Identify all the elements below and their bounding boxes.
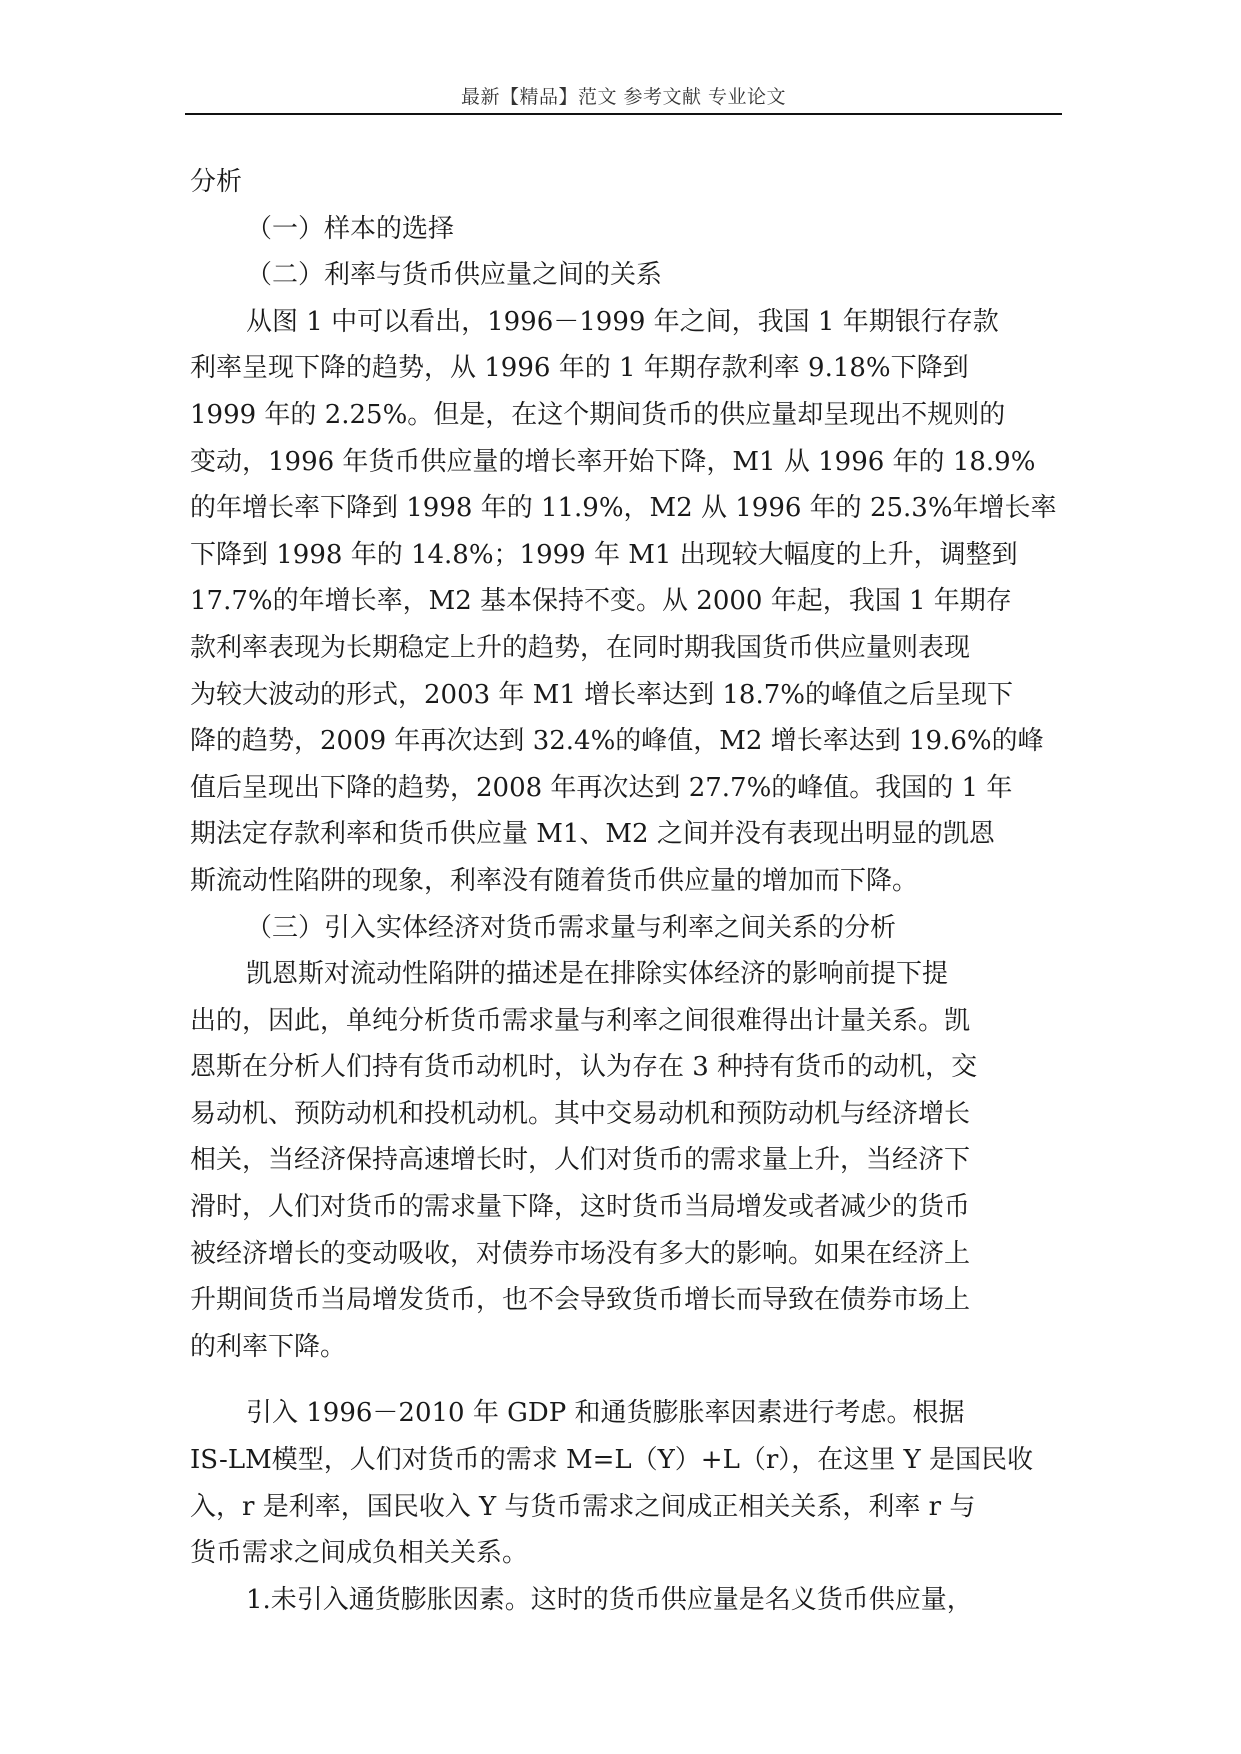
text-line: 为较大波动的形式，2003 年 M1 增长率达到 18.7%的峰值之后呈现下 xyxy=(190,679,1013,710)
document-body xyxy=(190,159,1058,1623)
page-header: 最新【精品】范文 参考文献 专业论文 xyxy=(460,86,787,108)
header-divider xyxy=(185,113,1062,115)
text-line: 升期间货币当局增发货币，也不会导致货币增长而导致在债券市场上 xyxy=(190,1285,971,1316)
text-line: 的年增长率下降到 1998 年的 11.9%，M2 从 1996 年的 25.3%年增长率 xyxy=(190,493,1057,524)
text-line: 入，r 是利率，国民收入 Y 与货币需求之间成正相关关系，利率 r 与 xyxy=(190,1491,976,1522)
text-line: （二）利率与货币供应量之间的关系 xyxy=(246,260,663,291)
text-line: 分析 xyxy=(190,167,243,197)
text-line: 17.7%的年增长率，M2 基本保持不变。从 2000 年起，我国 1 年期存 xyxy=(190,586,1012,617)
text-line: 凯恩斯对流动性陷阱的描述是在排除实体经济的影响前提下提 xyxy=(246,959,949,990)
text-line: 降的趋势，2009 年再次达到 32.4%的峰值，M2 增长率达到 19.6%的峰 xyxy=(190,726,1044,757)
paragraph-gap xyxy=(190,1370,1058,1390)
text-line: IS-LM模型，人们对货币的需求 M=L（Y）+L（r），在这里 Y 是国民收 xyxy=(190,1445,1033,1476)
text-line: 滑时，人们对货币的需求量下降，这时货币当局增发或者减少的货币 xyxy=(190,1192,971,1223)
text-line: 斯流动性陷阱的现象，利率没有随着货币供应量的增加而下降。 xyxy=(190,865,919,896)
text-line: 1.未引入通货膨胀因素。这时的货币供应量是名义货币供应量， xyxy=(246,1584,973,1615)
text-line: 期法定存款利率和货币供应量 M1、M2 之间并没有表现出明显的凯恩 xyxy=(190,819,995,850)
text-line: 值后呈现出下降的趋势，2008 年再次达到 27.7%的峰值。我国的 1 年 xyxy=(190,772,1013,803)
text-line: （一）样本的选择 xyxy=(246,213,455,244)
text-line: 易动机、预防动机和投机动机。其中交易动机和预防动机与经济增长 xyxy=(190,1098,971,1129)
text-line: 引入 1996－2010 年 GDP 和通货膨胀率因素进行考虑。根据 xyxy=(246,1398,965,1429)
text-line: 出的，因此，单纯分析货币需求量与利率之间很难得出计量关系。凯 xyxy=(190,1005,971,1036)
text-line: 货币需求之间成负相关关系。 xyxy=(190,1538,529,1569)
text-line: 下降到 1998 年的 14.8%；1999 年 M1 出现较大幅度的上升，调整到 xyxy=(190,539,1018,570)
text-line: 从图 1 中可以看出，1996－1999 年之间，我国 1 年期银行存款 xyxy=(246,306,999,337)
text-line: 恩斯在分析人们持有货币动机时，认为存在 3 种持有货币的动机，交 xyxy=(190,1052,978,1083)
text-line: 利率呈现下降的趋势，从 1996 年的 1 年期存款利率 9.18%下降到 xyxy=(190,353,969,384)
text-line: 的利率下降。 xyxy=(190,1331,347,1362)
text-line: 1999 年的 2.25%。但是，在这个期间货币的供应量却呈现出不规则的 xyxy=(190,399,1006,430)
text-line: 变动，1996 年货币供应量的增长率开始下降，M1 从 1996 年的 18.9% xyxy=(190,446,1036,477)
text-line: 相关，当经济保持高速增长时，人们对货币的需求量上升，当经济下 xyxy=(190,1145,971,1176)
text-line: （三）引入实体经济对货币需求量与利率之间关系的分析 xyxy=(246,912,897,943)
text-line: 被经济增长的变动吸收，对债券市场没有多大的影响。如果在经济上 xyxy=(190,1238,971,1269)
text-line: 款利率表现为长期稳定上升的趋势，在同时期我国货币供应量则表现 xyxy=(190,632,971,663)
